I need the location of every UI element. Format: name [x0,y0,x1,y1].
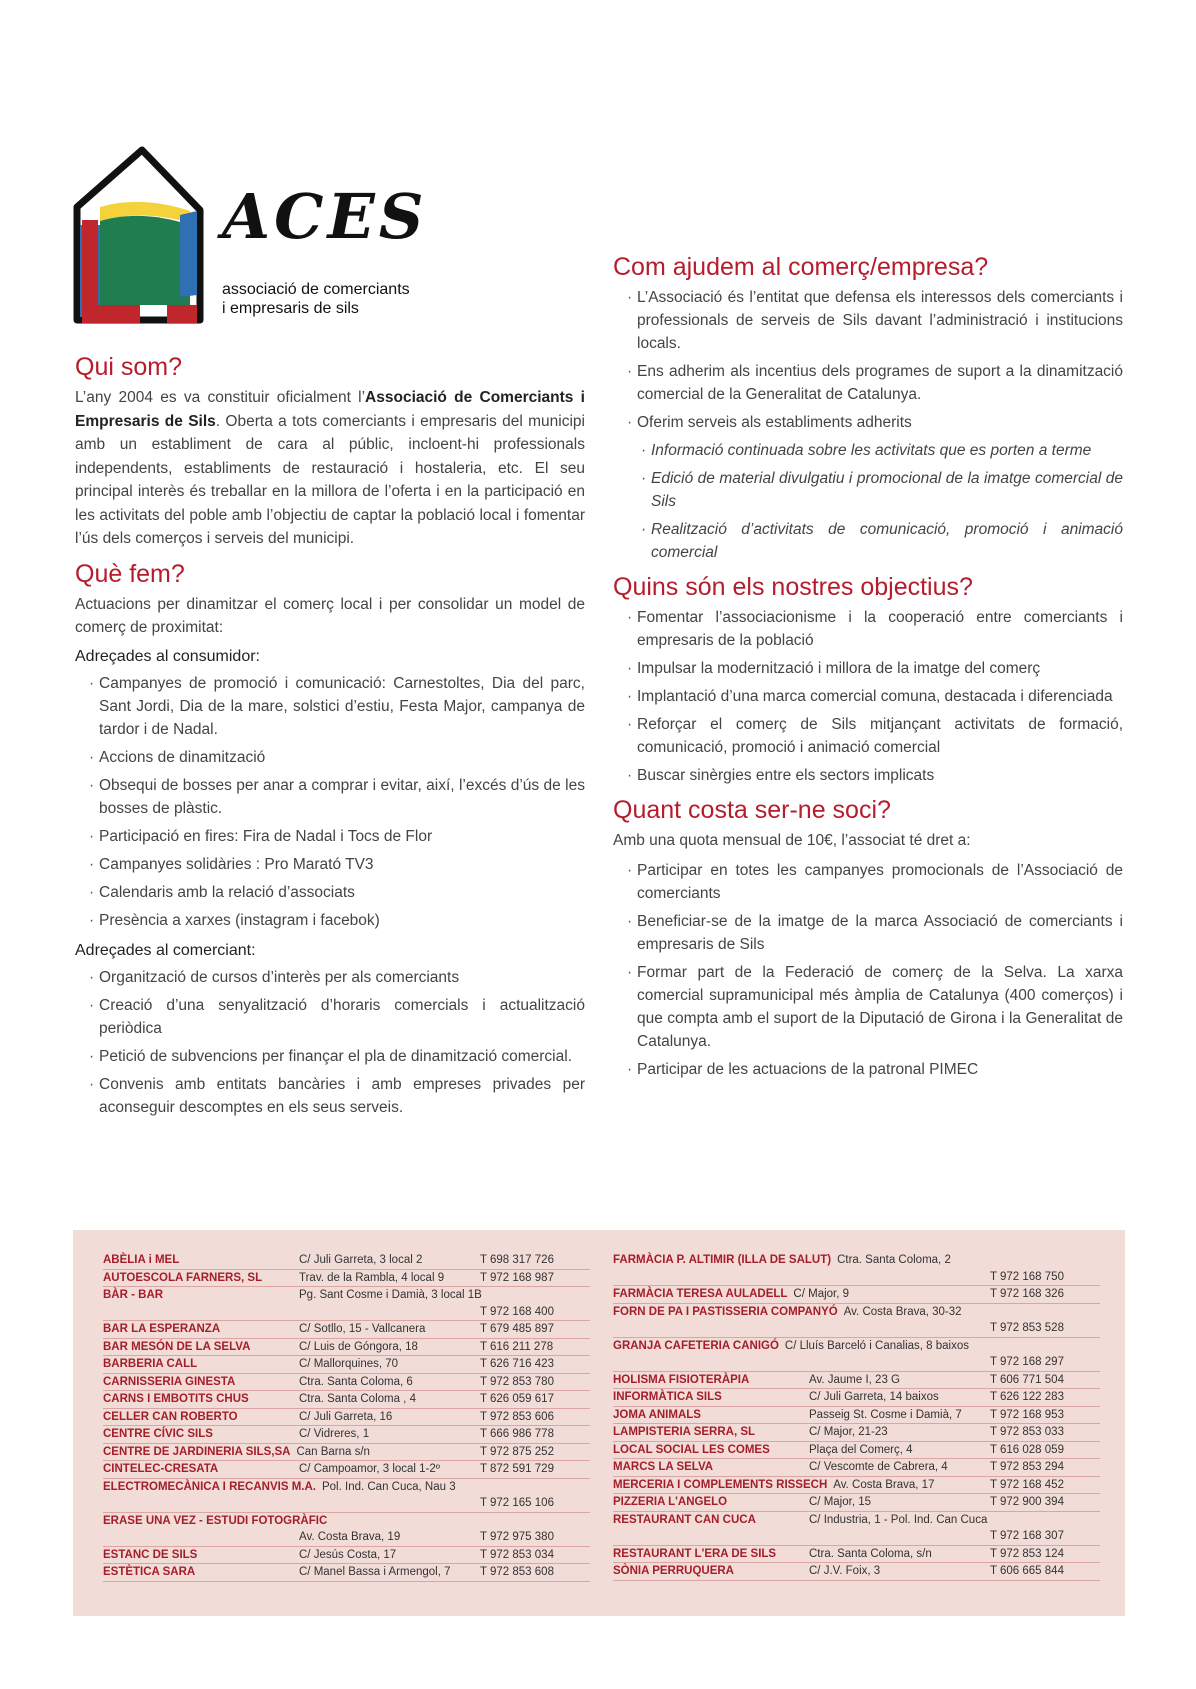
entry-name: HOLISMA FISIOTERÀPIA [613,1373,750,1386]
entry-phone: T 606 771 504 [990,1373,1064,1386]
entry-phone: T 679 485 897 [480,1323,554,1335]
entry-second-line [613,1528,1100,1545]
logo-name: ACES [222,180,428,253]
entry-address: C/ Vescomte de Cabrera, 4 [809,1461,948,1473]
entry-name: SÒNIA PERRUQUERA [613,1565,734,1577]
consumer-subtitle: Adreçades al consumidor: [75,647,260,665]
entry-address: Pg. Sant Cosme i Damià, 3 local 1B [299,1289,482,1301]
entry-address: C/ J.V. Foix, 3 [809,1565,881,1577]
entry-name: CINTELEC-CRESATA [103,1463,219,1475]
merchant-subtitle: Adreçades al comerciant: [75,941,256,959]
directory-entry [613,1442,1100,1460]
qui-som-title: Qui som? [75,353,182,381]
entry-phone: T 972 168 750 [990,1270,1064,1283]
list-item: · Formar part de la Federació de comerç de la Selva. La xarxa comercial supramunicipal més àmplia de Catalunya (400 comerços) i que compta amb el suport de la Diputació de Girona i la Generalitat de Catalunya. [613,961,1123,1053]
entry-address: C/ Juli Garreta, 16 [299,1410,393,1423]
entry-address: C/ Lluís Barceló i Canalias, 8 baixos [784,1339,969,1352]
entry-address: Passeig St. Cosme i Damià, 7 [809,1408,962,1421]
entry-phone: T 626 122 283 [990,1391,1064,1403]
entry-address: C/ Manel Bassa i Armengol, 7 [299,1566,451,1578]
logo-subtitle-line-2: i empresaris de sils [222,300,359,317]
entry-name: BÀR - BAR [103,1289,164,1301]
entry-name: ELECTROMECÀNICA I RECANVIS M.A. [103,1480,316,1493]
entry-address: Av. Jaume I, 23 G [809,1373,900,1386]
entry-name: PIZZERIA L'ANGELO [613,1496,728,1508]
entry-address: C/ Mallorquines, 70 [299,1358,399,1370]
directory-left-column [103,1252,590,1582]
entry-phone: T 972 853 294 [990,1461,1064,1473]
directory-entry [613,1459,1100,1477]
list-item: · Accions de dinamització [75,746,585,769]
com-ajudem-list [613,286,1123,434]
directory-entry [613,1389,1100,1407]
qui-som-text-1: L’any 2004 es va constituir oficialment l’ [75,389,366,406]
entry-name: JOMA ANIMALS [613,1408,701,1421]
directory-entry [103,1479,590,1513]
directory-entry [103,1391,590,1409]
que-fem-title: Què fem? [75,559,185,588]
entry-second-line [103,1529,590,1546]
entry-address: Ctra. Santa Coloma, 6 [299,1375,413,1388]
entry-phone: T 972 853 780 [480,1375,554,1388]
objectius-list [613,606,1123,787]
entry-name: LAMPISTERIA SERRA, SL [613,1426,756,1438]
directory-entry [613,1286,1100,1304]
entry-name: BAR LA ESPERANZA [103,1323,221,1335]
entry-name: CENTRE CÍVIC SILS [103,1428,213,1440]
entry-name: AUTOESCOLA FARNERS, SL [103,1271,263,1284]
aces-logo [72,145,462,335]
entry-phone: T 616 028 059 [990,1443,1064,1456]
list-item: · Beneficiar-se de la imatge de la marca Associació de comerciants i empresaris de Sils [613,910,1123,956]
entry-name: FARMÀCIA P. ALTIMIR (ILLA DE SALUT) [613,1254,832,1266]
directory-entry [613,1407,1100,1425]
entry-address: C/ Jesús Costa, 17 [299,1548,397,1561]
entry-name: MARCS LA SELVA [613,1461,714,1473]
entry-address: C/ Vidreres, 1 [299,1428,370,1440]
entry-address: Ctra. Santa Coloma , 4 [299,1393,416,1405]
entry-second-line [613,1354,1100,1371]
services-list [613,439,1123,564]
directory-entry [103,1374,590,1392]
entry-name: ERASE UNA VEZ - ESTUDI FOTOGRÀFIC [103,1514,328,1527]
logo-subtitle [222,280,410,318]
entry-second-line [103,1495,590,1512]
entry-name: RESTAURANT CAN CUCA [613,1513,756,1526]
directory-entry [103,1409,590,1427]
entry-second-line [103,1304,590,1321]
directory-entry [613,1512,1100,1546]
directory-entry [103,1461,590,1479]
list-item: · Oferim serveis als establiments adherits [613,411,1123,434]
list-item: · Organització de cursos d’interès per als comerciants [75,966,585,989]
entry-phone: T 616 211 278 [480,1340,554,1353]
list-item: · Campanyes de promoció i comunicació: Carnestoltes, Dia del parc, Sant Jordi, Dia de la mare, solstici d’estiu, Festa Major, campanya de tardor i de Nadal. [75,672,585,741]
entry-address: C/ Major, 21-23 [809,1426,888,1438]
directory-entry [103,1564,590,1582]
directory-entry [103,1513,590,1547]
qui-som-association-name: Associació de Comerciants i Empresaris de Sils [75,389,585,430]
entry-name: RESTAURANT L'ERA DE SILS [613,1547,777,1560]
directory-entry [103,1252,590,1270]
entry-address: C/ Sotllo, 15 - Vallcanera [299,1323,426,1335]
quota-list [613,859,1123,1081]
directory-entry [613,1546,1100,1564]
entry-address: Can Barna s/n [296,1445,370,1458]
directory-entry [103,1426,590,1444]
list-item: · Reforçar el comerç de Sils mitjançant activitats de formació, comunicació, promoció i animació comercial [613,713,1123,759]
entry-phone: T 872 591 729 [480,1463,554,1475]
members-directory [73,1230,1125,1616]
entry-phone: T 972 168 953 [990,1408,1064,1421]
entry-name: ABÈLIA i MEL [103,1254,180,1266]
entry-name: MERCERIA I COMPLEMENTS RISSECH [613,1478,828,1491]
left-column [75,352,585,1127]
list-item: · Petició de subvencions per finançar el pla de dinamització comercial. [75,1045,585,1068]
entry-address: Ctra. Santa Coloma, s/n [809,1547,932,1560]
que-fem-intro: Actuacions per dinamitzar el comerç local i per consolidar un model de comerç de proximitat: [75,595,585,636]
qui-som-paragraph [75,386,585,551]
quota-section [613,795,1123,1081]
entry-phone: T 972 853 124 [990,1547,1064,1560]
list-item: · Campanyes solidàries : Pro Marató TV3 [75,853,585,876]
entry-name: INFORMÀTICA SILS [613,1391,722,1403]
objectius-title: Quins són els nostres objectius? [613,573,973,601]
entry-address: Trav. de la Rambla, 4 local 9 [299,1271,445,1284]
entry-phone: T 972 165 106 [480,1497,554,1509]
qui-som-text-2: . Oberta a tots comerciants i empresaris del municipi amb un establiment de cara al públic, incloent-hi professionals independents, establiments de restauració i hostaleria, etc. El seu principal interès és treballar en la millora de l’oferta i en la participació en les activitats del poble amb l’objectiu de captar la població local i fomentar l’ús dels comerços i serveis del municipi. [75,412,585,547]
entry-phone: T 972 168 297 [990,1356,1064,1368]
list-item: · Participar de les actuacions de la patronal PIMEC [613,1058,1123,1081]
entry-address: C/ Campoamor, 3 local 1-2º [299,1463,440,1475]
entry-address: C/ Industria, 1 - Pol. Ind. Can Cuca [809,1513,988,1526]
entry-phone: T 626 716 423 [480,1358,554,1370]
entry-name: FARMÀCIA TERESA AULADELL [613,1288,788,1300]
entry-name: LOCAL SOCIAL LES COMES [613,1443,770,1456]
entry-name: CENTRE DE JARDINERIA SILS,SA [103,1445,291,1458]
directory-entry [613,1338,1100,1372]
entry-phone: T 972 900 394 [990,1496,1064,1508]
list-item: · Ens adherim als incentius dels programes de suport a la dinamització comercial de la Generalitat de Catalunya. [613,360,1123,406]
list-item: · Creació d’una senyalització d’horaris comercials i actualització periòdica [75,994,585,1040]
entry-phone: T 972 168 326 [990,1288,1064,1300]
entry-name: CELLER CAN ROBERTO [103,1410,238,1423]
entry-phone: T 972 853 033 [990,1426,1064,1438]
consumer-list [75,672,585,932]
entry-second-line [613,1269,1100,1286]
directory-entry [613,1477,1100,1495]
entry-phone: T 972 853 606 [480,1410,554,1423]
list-item: · Obsequi de bosses per anar a comprar i evitar, així, l’excés d’ús de les bosses de plàstic. [75,774,585,820]
directory-entry [613,1252,1100,1286]
entry-phone: T 698 317 726 [480,1254,554,1266]
entry-phone: T 972 168 987 [480,1271,554,1284]
entry-phone: T 606 665 844 [990,1565,1064,1577]
entry-address: Ctra. Santa Coloma, 2 [837,1254,951,1266]
entry-phone: T 972 875 252 [480,1445,554,1458]
list-item: · Convenis amb entitats bancàries i amb empreses privades per aconseguir descomptes en els seus serveis. [75,1073,585,1119]
directory-entry [103,1339,590,1357]
merchant-list [75,966,585,1119]
entry-phone: T 972 168 400 [480,1305,554,1318]
list-item: · Participació en fires: Fira de Nadal i Tocs de Flor [75,825,585,848]
entry-phone: T 972 853 034 [480,1548,554,1561]
com-ajudem-section [613,252,1123,564]
list-item: · L’Associació és l’entitat que defensa els interessos dels comerciants i professionals de serveis de Sils davant l’administració i institucions locals. [613,286,1123,355]
entry-name: CARNS I EMBOTITS CHUS [103,1393,249,1405]
entry-address: Plaça del Comerç, 4 [809,1443,913,1456]
com-ajudem-title: Com ajudem al comerç/empresa? [613,253,989,281]
objectius-section [613,572,1123,787]
entry-phone: T 666 986 778 [480,1428,554,1440]
entry-phone: T 972 853 608 [480,1566,554,1578]
list-item: · Buscar sinèrgies entre els sectors implicats [613,764,1123,787]
entry-phone: T 972 168 452 [990,1478,1064,1491]
directory-entry [103,1287,590,1321]
directory-entry [103,1356,590,1374]
directory-entry [613,1563,1100,1581]
house-logo-icon [72,145,212,335]
entry-address: C/ Major, 9 [793,1288,850,1300]
directory-entry [613,1494,1100,1512]
entry-address: Pol. Ind. Can Cuca, Nau 3 [321,1480,456,1493]
list-item: · Implantació d’una marca comercial comuna, destacada i diferenciada [613,685,1123,708]
entry-name: FORN DE PA I PASTISSERIA COMPANYÓ [613,1305,838,1318]
quota-title: Quant costa ser-ne soci? [613,796,891,824]
list-item: · Informació continuada sobre les activitats que es porten a terme [613,439,1123,462]
entry-second-line [613,1320,1100,1337]
list-item: · Edició de material divulgatiu i promocional de la imatge comercial de Sils [613,467,1123,513]
entry-address: C/ Juli Garreta, 14 baixos [809,1391,939,1403]
directory-entry [103,1321,590,1339]
entry-address: Av. Costa Brava, 30-32 [843,1305,962,1318]
entry-name: ESTÈTICA SARA [103,1566,196,1578]
directory-entry [613,1424,1100,1442]
list-item: · Participar en totes les campanyes promocionals de l’Associació de comerciants [613,859,1123,905]
list-item: · Impulsar la modernització i millora de la imatge del comerç [613,657,1123,680]
directory-entry [613,1304,1100,1338]
directory-entry [103,1444,590,1462]
qui-som-section [75,352,585,551]
entry-name: CARNISSERIA GINESTA [103,1375,236,1388]
entry-address: Av. Costa Brava, 19 [299,1531,401,1543]
entry-address: Av. Costa Brava, 17 [833,1478,935,1491]
list-item: · Calendaris amb la relació d’associats [75,881,585,904]
entry-name: ESTANC DE SILS [103,1548,198,1561]
right-column [613,252,1123,1089]
entry-name: GRANJA CAFETERIA CANIGÓ [613,1339,779,1352]
directory-right-column [613,1252,1100,1581]
que-fem-section [75,559,585,1119]
entry-address: C/ Luis de Góngora, 18 [299,1340,418,1353]
quota-intro: Amb una quota mensual de 10€, l’associat té dret a: [613,832,971,849]
entry-phone: T 972 168 307 [990,1530,1064,1542]
logo-subtitle-line-1: associació de comerciants [222,281,410,298]
entry-address: C/ Major, 15 [809,1496,871,1508]
entry-phone: T 972 853 528 [990,1322,1064,1334]
list-item: · Fomentar l’associacionisme i la cooperació entre comerciants i empresaris de la població [613,606,1123,652]
entry-address: C/ Juli Garreta, 3 local 2 [299,1254,423,1266]
entry-phone: T 626 059 617 [480,1393,554,1405]
entry-name: BAR MESÓN DE LA SELVA [103,1340,251,1353]
directory-entry [613,1372,1100,1390]
directory-entry [103,1547,590,1565]
entry-phone: T 972 975 380 [480,1531,554,1543]
entry-name: BARBERIA CALL [103,1358,198,1370]
list-item: · Realització d’activitats de comunicació, promoció i animació comercial [613,518,1123,564]
directory-entry [103,1270,590,1288]
list-item: · Presència a xarxes (instagram i facebok) [75,909,585,932]
